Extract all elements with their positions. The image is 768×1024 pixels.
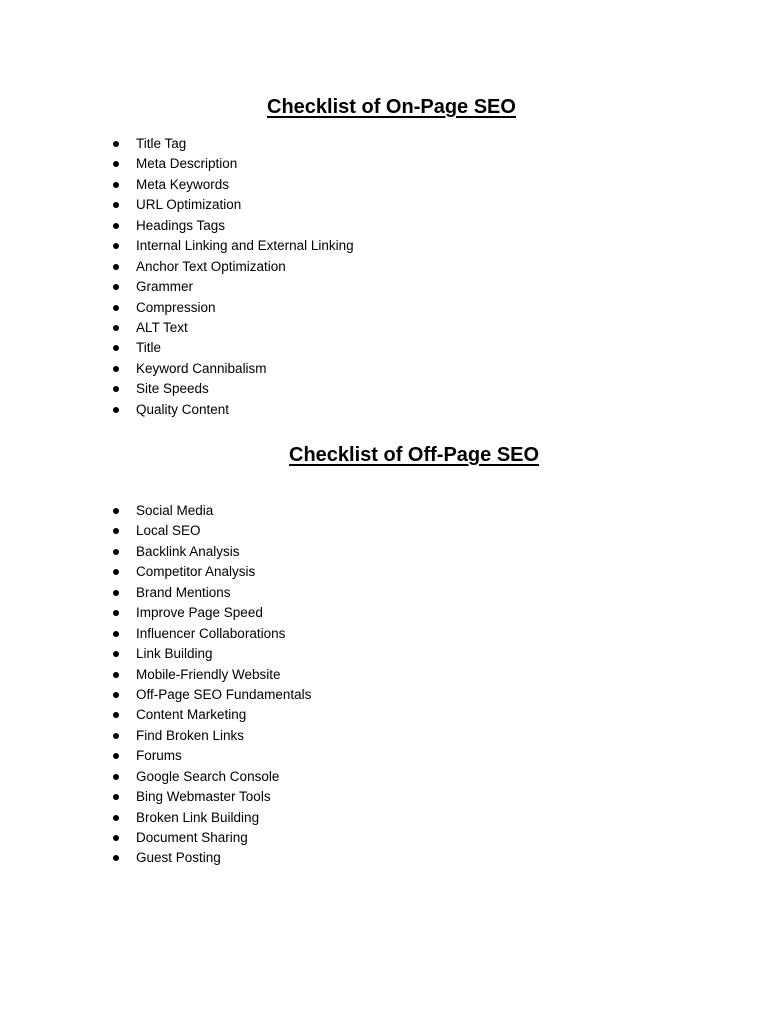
list-item-label: Meta Description [136,156,238,172]
bullet-icon [113,794,119,800]
bullet-icon [113,407,119,413]
list-item [110,216,354,236]
list-item [110,767,311,787]
list-item [110,583,311,603]
list-item [110,236,354,256]
list-item-label: Internal Linking and External Linking [136,238,354,254]
bullet-icon [113,815,119,821]
bullet-icon [113,528,119,534]
list-item-label: Mobile-Friendly Website [136,666,281,682]
list-item-label: Document Sharing [136,830,248,845]
bullet-icon [113,610,119,616]
list-item-label: Headings Tags [136,217,226,233]
list-item-label: Google Search Console [136,768,280,784]
list-item [110,603,311,623]
list-item [110,787,311,807]
bullet-icon [113,305,119,311]
bullet-icon [113,835,119,841]
off-page-seo-checklist [110,501,311,869]
list-item-label: Backlink Analysis [136,543,240,559]
on-page-seo-heading: Checklist of On-Page SEO [267,96,516,118]
list-item [110,175,354,195]
bullet-icon [113,345,119,351]
list-item [110,154,354,174]
on-page-seo-checklist [110,134,354,420]
list-item-label: Off-Page SEO Fundamentals [136,686,312,702]
bullet-icon [113,753,119,759]
list-item [110,257,354,277]
bullet-icon [113,284,119,290]
off-page-seo-heading: Checklist of Off-Page SEO [289,444,540,466]
list-item [110,400,354,420]
list-item-label: Brand Mentions [136,584,231,600]
list-item [110,501,311,521]
bullet-icon [113,733,119,739]
list-item-label: Meta Keywords [136,176,230,192]
list-item-label: Competitor Analysis [136,564,256,580]
list-item [110,848,311,868]
bullet-icon [113,631,119,637]
bullet-icon [113,590,119,596]
bullet-icon [113,855,119,861]
list-item [110,624,311,644]
list-item-label: Influencer Collaborations [136,625,286,641]
list-item-label: Keyword Cannibalism [136,360,267,376]
list-item [110,195,354,215]
list-item-label: ALT Text [136,319,188,335]
bullet-icon [113,223,119,229]
list-item-label: Quality Content [136,401,230,417]
list-item [110,521,311,541]
bullet-icon [113,672,119,678]
list-item-label: Social Media [136,503,214,518]
bullet-icon [113,325,119,331]
bullet-icon [113,508,119,514]
list-item-label: Site Speeds [136,381,209,397]
list-item-label: Forums [136,748,182,764]
bullet-icon [113,161,119,167]
list-item [110,705,311,725]
list-item [110,298,354,318]
list-item [110,134,354,154]
list-item-label: Local SEO [136,523,201,539]
bullet-icon [113,651,119,657]
list-item [110,277,354,297]
list-item [110,685,311,705]
list-item-label: Anchor Text Optimization [136,258,286,274]
bullet-icon [113,774,119,780]
list-item-label: Compression [136,299,216,315]
bullet-icon [113,549,119,555]
list-item [110,379,354,399]
list-item [110,808,311,828]
list-item-label: Title Tag [136,136,187,151]
list-item [110,562,311,582]
bullet-icon [113,182,119,188]
list-item-label: Title [136,340,162,356]
bullet-icon [113,712,119,718]
list-item-label: Link Building [136,646,213,662]
bullet-icon [113,569,119,575]
bullet-icon [113,243,119,249]
bullet-icon [113,366,119,372]
list-item [110,359,354,379]
list-item [110,665,311,685]
list-item [110,726,311,746]
list-item [110,542,311,562]
bullet-icon [113,202,119,208]
list-item [110,828,311,848]
list-item [110,644,311,664]
bullet-icon [113,386,119,392]
list-item [110,746,311,766]
list-item [110,318,354,338]
list-item-label: Find Broken Links [136,727,245,743]
list-item-label: Content Marketing [136,707,247,723]
list-item-label: Improve Page Speed [136,605,263,621]
list-item-label: URL Optimization [136,197,242,213]
list-item-label: Bing Webmaster Tools [136,789,271,805]
list-item-label: Grammer [136,279,193,295]
bullet-icon [113,141,119,147]
list-item-label: Broken Link Building [136,809,260,825]
bullet-icon [113,692,119,698]
bullet-icon [113,264,119,270]
list-item-label: Guest Posting [136,850,221,866]
list-item [110,338,354,358]
